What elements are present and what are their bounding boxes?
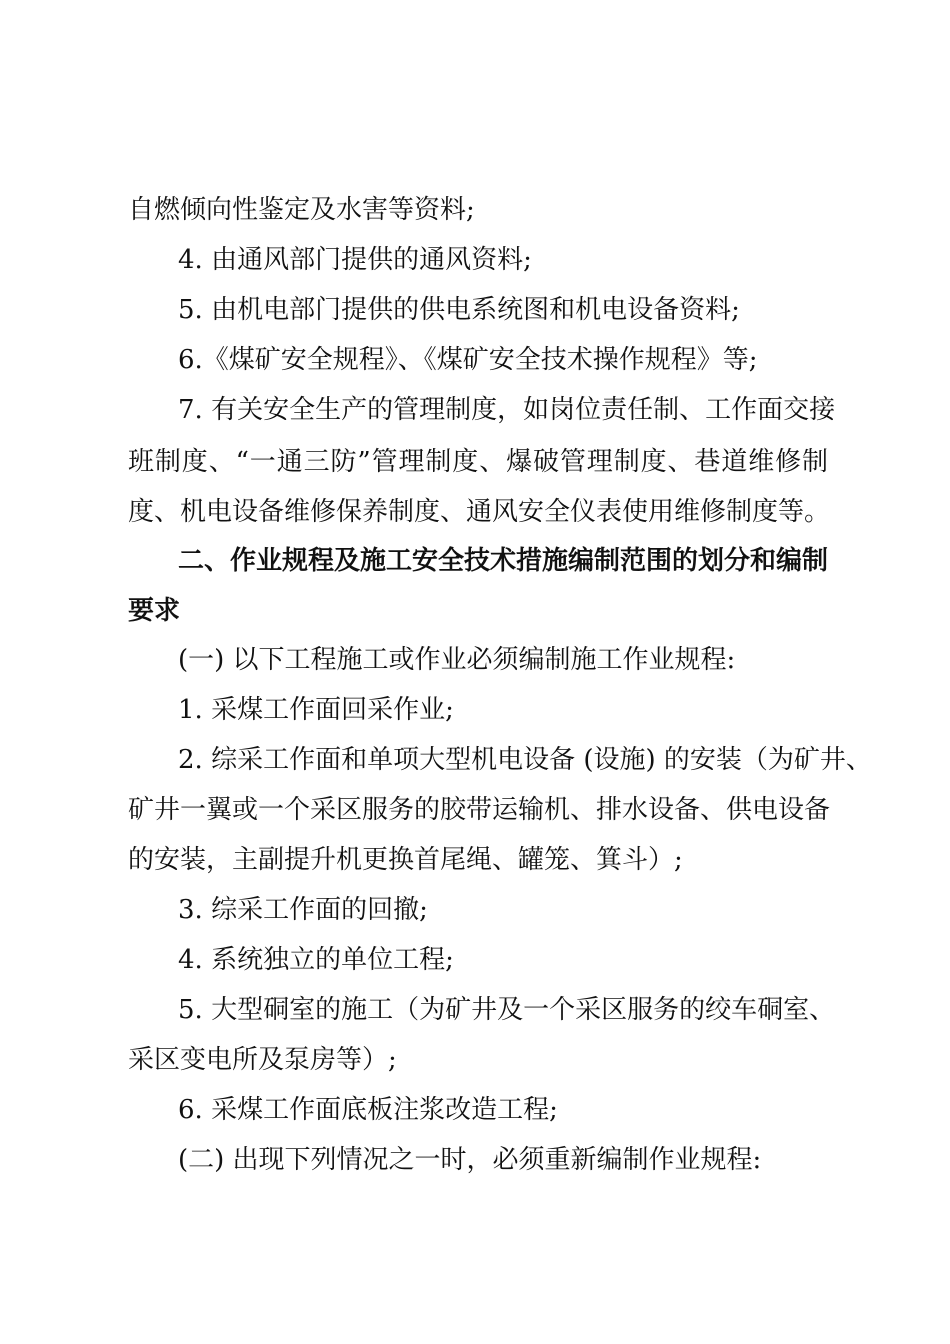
text-line-11: 矿井一翼或一个采区服务的胶带运输机、排水设备、供电设备 [128,795,831,825]
text-line-6: 班制度、“一通三防”管理制度、爆破管理制度、巷道维修制 [128,447,828,477]
text-line-8: (一) 以下工程施工或作业必须编制施工作业规程: [178,645,736,675]
text-line-1: 自燃倾向性鉴定及水害等资料; [128,195,475,225]
text-line-17: 6. 采煤工作面底板注浆改造工程; [178,1095,558,1125]
text-line-9: 1. 采煤工作面回采作业; [178,695,454,725]
text-line-18: (二) 出现下列情况之一时，必须重新编制作业规程: [178,1145,762,1175]
section-heading-line-2: 要求 [128,596,181,626]
text-line-10: 2. 综采工作面和单项大型机电设备 (设施) 的安装（为矿井、 [178,745,872,775]
text-line-4: 6.《煤矿安全规程》、《煤矿安全技术操作规程》等; [178,345,758,375]
section-heading-line-1: 二、作业规程及施工安全技术措施编制范围的划分和编制 [178,546,829,576]
text-line-12: 的安装，主副提升机更换首尾绳、罐笼、箕斗）; [128,845,683,875]
text-line-15: 5. 大型硐室的施工（为矿井及一个采区服务的绞车硐室、 [178,995,836,1025]
text-line-16: 采区变电所及泵房等）; [128,1045,397,1075]
text-line-2: 4. 由通风部门提供的通风资料; [178,245,532,275]
text-line-13: 3. 综采工作面的回撤; [178,895,428,925]
text-line-3: 5. 由机电部门提供的供电系统图和机电设备资料; [178,295,740,325]
text-line-7: 度、机电设备维修保养制度、通风安全仪表使用维修制度等。 [128,497,831,527]
text-line-5: 7. 有关安全生产的管理制度，如岗位责任制、工作面交接 [178,395,836,425]
text-line-14: 4. 系统独立的单位工程; [178,945,454,975]
